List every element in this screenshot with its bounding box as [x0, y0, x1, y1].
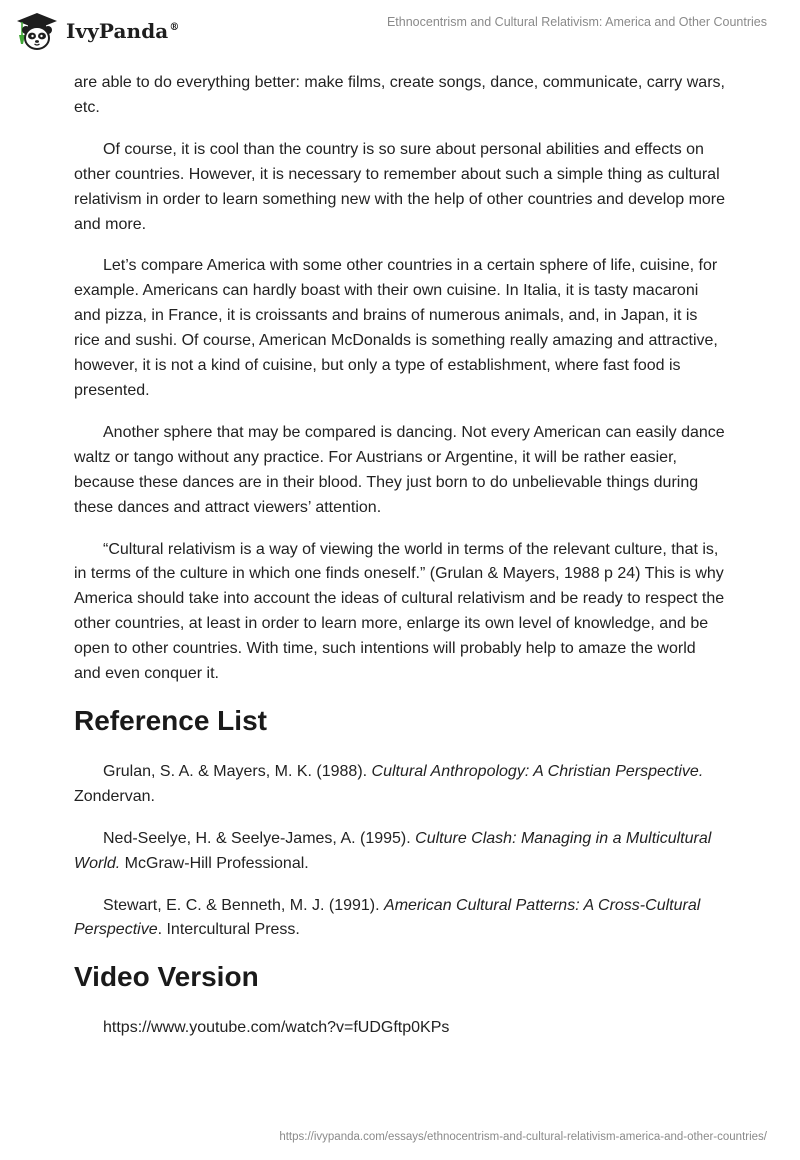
reference-title: Culture Clash: Managing in a Multicultural World. [74, 829, 712, 872]
reference-publisher: McGraw-Hill Professional. [120, 854, 309, 872]
registered-mark: ® [169, 22, 180, 34]
page-header [0, 0, 800, 62]
reference-authors: Grulan, S. A. & Mayers, M. K. (1988). [103, 762, 372, 780]
ivypanda-logo[interactable] [14, 8, 179, 54]
video-url-link[interactable]: https://www.youtube.com/watch?v=fUDGftp0KPs [103, 1019, 450, 1037]
page-source-url[interactable]: https://ivypanda.com/essays/ethnocentrism-and-cultural-relativism-america-and-other-countries/ [279, 1131, 767, 1143]
reference-title: American Cultural Patterns: A Cross-Cultural Perspective [74, 896, 701, 939]
reference-authors: Stewart, E. C. & Benneth, M. J. (1991). [103, 896, 385, 914]
body-paragraph-1: Of course, it is cool than the country is so sure about personal abilities and effects on other countries. However, it is necessary to remember about such a simple thing as cultural relativism in order to learn something new with the help of other countries and develop more and more. [74, 140, 726, 233]
reference-publisher: . Intercultural Press. [157, 921, 300, 939]
reference-title: Cultural Anthropology: A Christian Perspective. [371, 762, 704, 780]
panda-graduate-icon [14, 11, 60, 51]
video-version-heading: Video Version [74, 961, 259, 993]
reference-item [74, 894, 726, 944]
reference-item [74, 827, 726, 877]
reference-authors: Ned-Seelye, H. & Seelye-James, A. (1995). [103, 829, 416, 847]
brand-name [66, 19, 179, 43]
body-paragraph-2: Let’s compare America with some other countries in a certain sphere of life, cuisine, for example. Americans can hardly boast with their own cuisine. In Italia, it is tasty macaroni and pizza, in France, it is croissants and brains of numerous animals, and, in Japan, it is rice and sushi. Of course, American McDonalds is something really amazing and attractive, however, it is not a kind of cuisine, but only a type of establishment, where fast food is presented. [74, 257, 718, 399]
reference-publisher: Zondervan. [74, 787, 155, 805]
body-paragraph-4: “Cultural relativism is a way of viewing the world in terms of the relevant culture, that is, in terms of the culture in which one finds oneself.” (Grulan & Mayers, 1988 p 24) This is why America should take into account the ideas of cultural relativism and be ready to respect the other countries, at least in order to learn more, enlarge its own level of knowledge, and be open to other countries. With time, such intentions will probably help to amaze the world and even conquer it. [74, 540, 725, 683]
body-paragraph-0: are able to do everything better: make films, create songs, dance, communicate, carry wars, etc. [74, 74, 725, 116]
reference-item [74, 760, 726, 810]
body-paragraph-3: Another sphere that may be compared is dancing. Not every American can easily dance waltz or tango without any practice. For Austrians or Argentine, it will be rather easier, because these dances are in their blood. They just born to do unbelievable things during these dances and attract viewers’ attention. [74, 423, 725, 516]
essay-content [74, 71, 726, 1058]
brand-name-text: IvyPanda [66, 19, 169, 43]
reference-list-heading: Reference List [74, 704, 267, 736]
essay-header-title: Ethnocentrism and Cultural Relativism: America and Other Countries [386, 15, 767, 29]
